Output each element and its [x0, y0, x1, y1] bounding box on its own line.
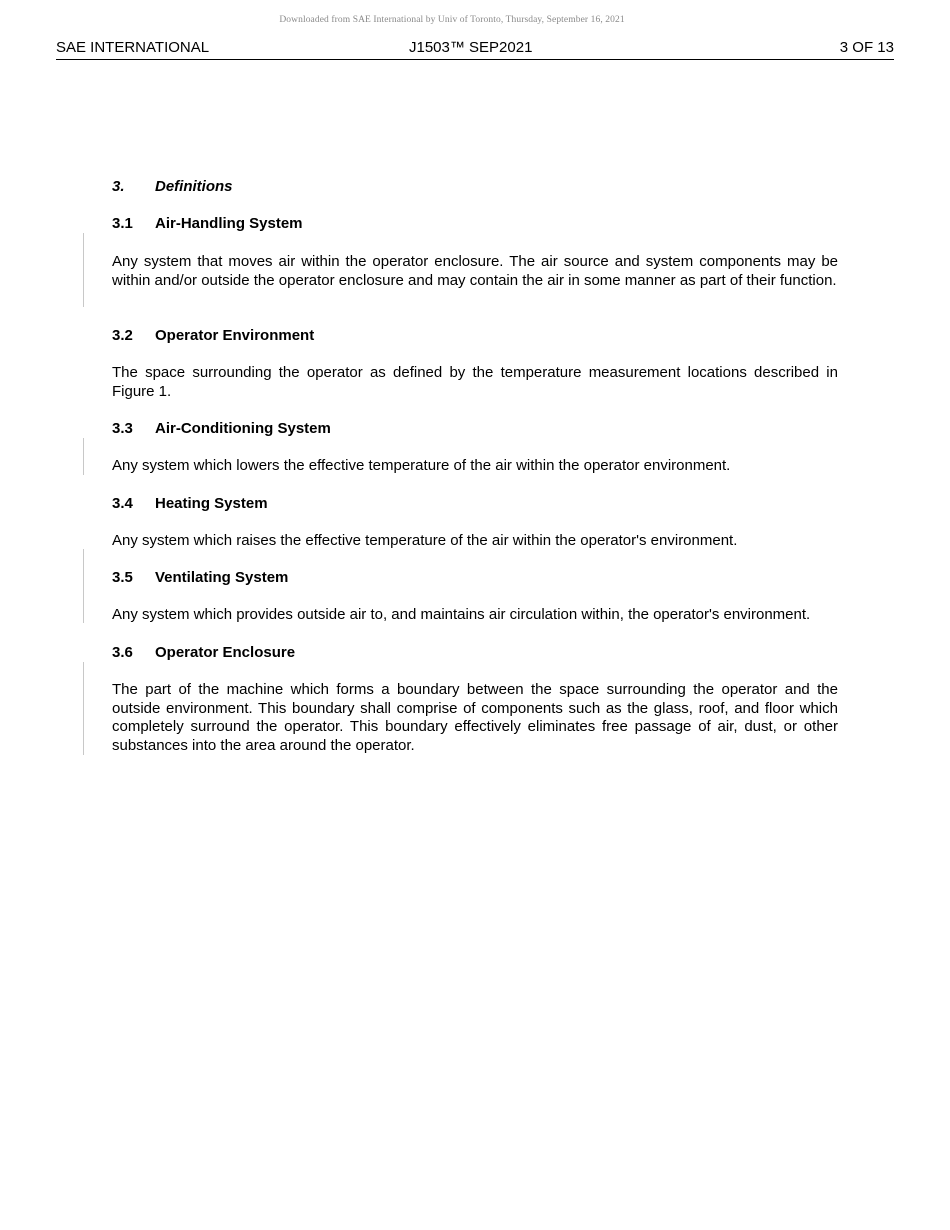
definition-text-3-6: The part of the machine which forms a boundary between the space surrounding the operator and the outside environment. This boundary shall comprise of components such as the glass, roof, and floor which completely surround the operator. This boundary effectively eliminates free passage of air, dust, or other substances into the area around the operator.	[112, 681, 838, 754]
definition-number: 3.5	[112, 569, 133, 586]
section-number: 3.	[112, 178, 125, 195]
definition-text-3-5: Any system which provides outside air to, and maintains air circulation within, the operator's environment.	[112, 606, 811, 623]
definition-number: 3.3	[112, 420, 133, 437]
definition-number: 3.1	[112, 215, 133, 232]
definition-heading-3-2	[112, 327, 314, 345]
definition-number: 3.2	[112, 327, 133, 344]
section-heading	[112, 178, 233, 196]
definition-heading-3-1	[112, 215, 303, 233]
definition-title: Air-Handling System	[155, 215, 303, 232]
header-page-number: 3 OF 13	[839, 39, 894, 56]
definition-number: 3.4	[112, 495, 133, 512]
section-title: Definitions	[155, 178, 233, 195]
definition-title: Operator Environment	[155, 327, 315, 344]
definition-text-3-4: Any system which raises the effective temperature of the air within the operator's environment.	[112, 532, 738, 549]
definition-text-3-3: Any system which lowers the effective temperature of the air within the operator environment.	[112, 457, 731, 474]
definition-heading-3-6	[112, 644, 295, 662]
definition-number: 3.6	[112, 644, 133, 661]
definition-heading-3-5	[112, 569, 288, 587]
change-bar	[83, 438, 84, 475]
definition-title: Ventilating System	[155, 569, 289, 586]
header-organization: SAE INTERNATIONAL	[56, 39, 210, 56]
definition-title: Air-Conditioning System	[155, 420, 331, 437]
definition-title: Heating System	[155, 495, 268, 512]
download-watermark: Downloaded from SAE International by Univ of Toronto, Thursday, September 16, 2021	[279, 15, 625, 25]
definition-heading-3-4	[112, 495, 268, 513]
definition-title: Operator Enclosure	[155, 644, 296, 661]
definition-heading-3-3	[112, 420, 331, 438]
definition-text-3-2: The space surrounding the operator as defined by the temperature measurement locations described in Figure 1.	[112, 364, 838, 400]
header-document-id: J1503™ SEP2021	[409, 39, 533, 56]
change-bar	[83, 233, 84, 307]
change-bar	[83, 549, 84, 623]
definition-text-3-1: Any system that moves air within the operator enclosure. The air source and system components may be within and/or outside the operator enclosure and may contain the air in some manner as part of their function.	[112, 253, 838, 289]
change-bar	[83, 662, 84, 755]
